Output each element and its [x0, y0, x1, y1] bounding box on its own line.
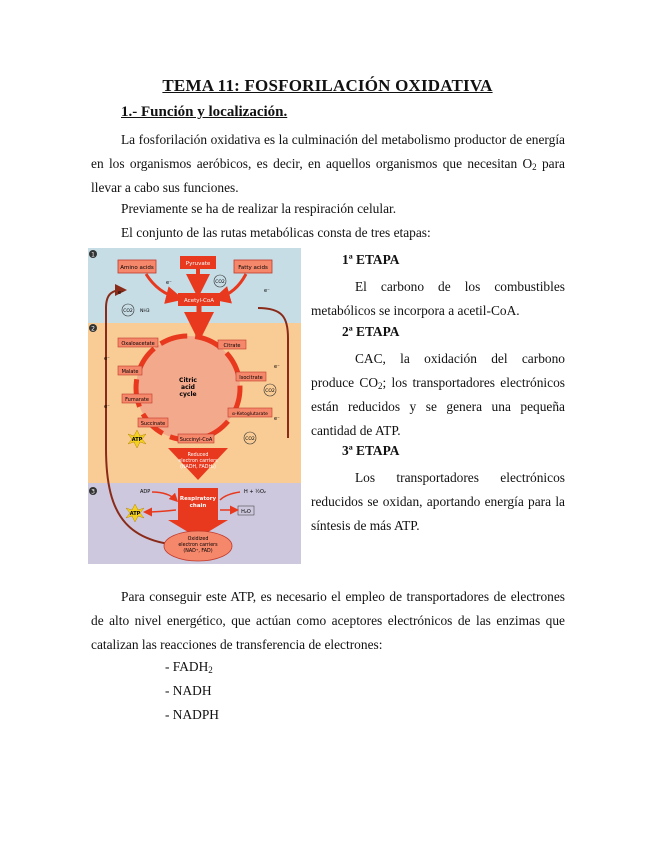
atp-label: ATP — [129, 511, 141, 517]
electron-label: e⁻ — [274, 416, 280, 422]
atp-label: ATP — [131, 437, 143, 443]
h2o-label: H₂O — [241, 509, 251, 515]
stage-2-heading: 2ª ETAPA — [342, 324, 400, 339]
pyruvate-label: Pyruvate — [185, 261, 211, 267]
paragraph-stages-intro: El conjunto de las rutas metabólicas consta de tres etapas: — [121, 225, 431, 240]
cycle-label: Citric — [179, 377, 197, 384]
carrier-item: - NADH — [165, 683, 212, 698]
ketoglutarate-label: α-Ketoglutarate — [232, 412, 268, 417]
metabolism-diagram — [88, 248, 301, 564]
stage-marker-1: 1 — [91, 251, 95, 259]
stage-1-text: El carbono de los combustibles metabólicos se incorpora a acetil-CoA. — [311, 279, 565, 318]
respiratory-chain-label: Respiratory — [179, 496, 217, 502]
cycle-label: acid — [181, 384, 195, 391]
isocitrate-label: Isocitrate — [239, 375, 263, 381]
citrate-label: Citrate — [223, 343, 241, 349]
co2-label: CO2 — [245, 437, 255, 442]
h-o2-label: H + ½O₂ — [244, 489, 266, 495]
amino-acids-label: Amino acids — [120, 265, 154, 271]
stage-3-text: Los transportadores electrónicos reducidos se oxidan, aportando energía para la síntesis de más ATP. — [311, 470, 565, 533]
electron-label: e⁻ — [166, 280, 172, 286]
reduced-carriers-label: (NADH, FADH₂) — [180, 465, 216, 470]
stage-marker-2: 2 — [91, 325, 95, 333]
stage-2-text: CAC, la oxidación del carbono produce $CO_2$; los transportadores electrónicos están reducidos y se genera una pequeña cantidad de ATP. — [311, 351, 565, 438]
co2-label: CO2 — [215, 280, 225, 285]
acetyl-coa-label: Acetyl-CoA — [184, 298, 214, 304]
malate-label: Malate — [121, 369, 139, 375]
co2-label: CO2 — [265, 389, 275, 394]
cycle-label: cycle — [179, 391, 197, 398]
electron-label: e⁻ — [104, 356, 110, 362]
stage-marker-3: 3 — [91, 488, 95, 496]
electron-label: e⁻ — [274, 364, 280, 370]
fumarate-label: Fumarate — [125, 397, 149, 403]
adp-label: ADP — [140, 489, 151, 495]
fatty-acids-label: Fatty acids — [238, 265, 268, 271]
electron-label: e⁻ — [104, 404, 110, 410]
electron-label: e⁻ — [118, 290, 124, 296]
carrier-item: - NADPH — [165, 707, 219, 722]
reduced-carriers-label: Reduced — [187, 453, 209, 458]
succinyl-coa-label: Succinyl-CoA — [179, 437, 213, 443]
document-title: TEMA 11: FOSFORILACIÓN OXIDATIVA — [162, 76, 493, 95]
oxidized-carriers-label: (NAD⁺, FAD) — [183, 549, 213, 554]
nh3-label: NH3 — [140, 309, 150, 314]
stage-1-heading: 1ª ETAPA — [342, 252, 400, 267]
reduced-carriers-label: electron carriers — [178, 459, 218, 464]
electron-label: e⁻ — [264, 288, 270, 294]
respiratory-chain-label: chain — [189, 503, 207, 509]
paragraph-intro: La fosforilación oxidativa es la culminación del metabolismo productor de energía en los organismos aeróbicos, es decir, en aquellos organismos que necesitan $O_2$ para llevar a cabo sus funciones. — [91, 132, 565, 195]
succinate-label: Succinate — [140, 421, 166, 427]
oxidized-carriers-label: Oxidized — [187, 537, 209, 542]
co2-label: CO2 — [123, 309, 133, 314]
section-heading: 1.- Función y localización. — [121, 104, 288, 120]
carrier-item: - $FADH_2$ — [165, 659, 213, 675]
paragraph-carriers: Para conseguir este ATP, es necesario el empleo de transportadores de electrones de alto nivel energético, que actúan como aceptores electrónicos de las enzimas que catalizan las reacciones de transferencia de electrones: — [91, 589, 565, 652]
oxaloacetate-label: Oxaloacetate — [121, 341, 155, 347]
paragraph-respiration: Previamente se ha de realizar la respiración celular. — [121, 201, 397, 216]
oxidized-carriers-label: electron carriers — [178, 543, 218, 548]
stage-3-heading: 3ª ETAPA — [342, 443, 400, 458]
